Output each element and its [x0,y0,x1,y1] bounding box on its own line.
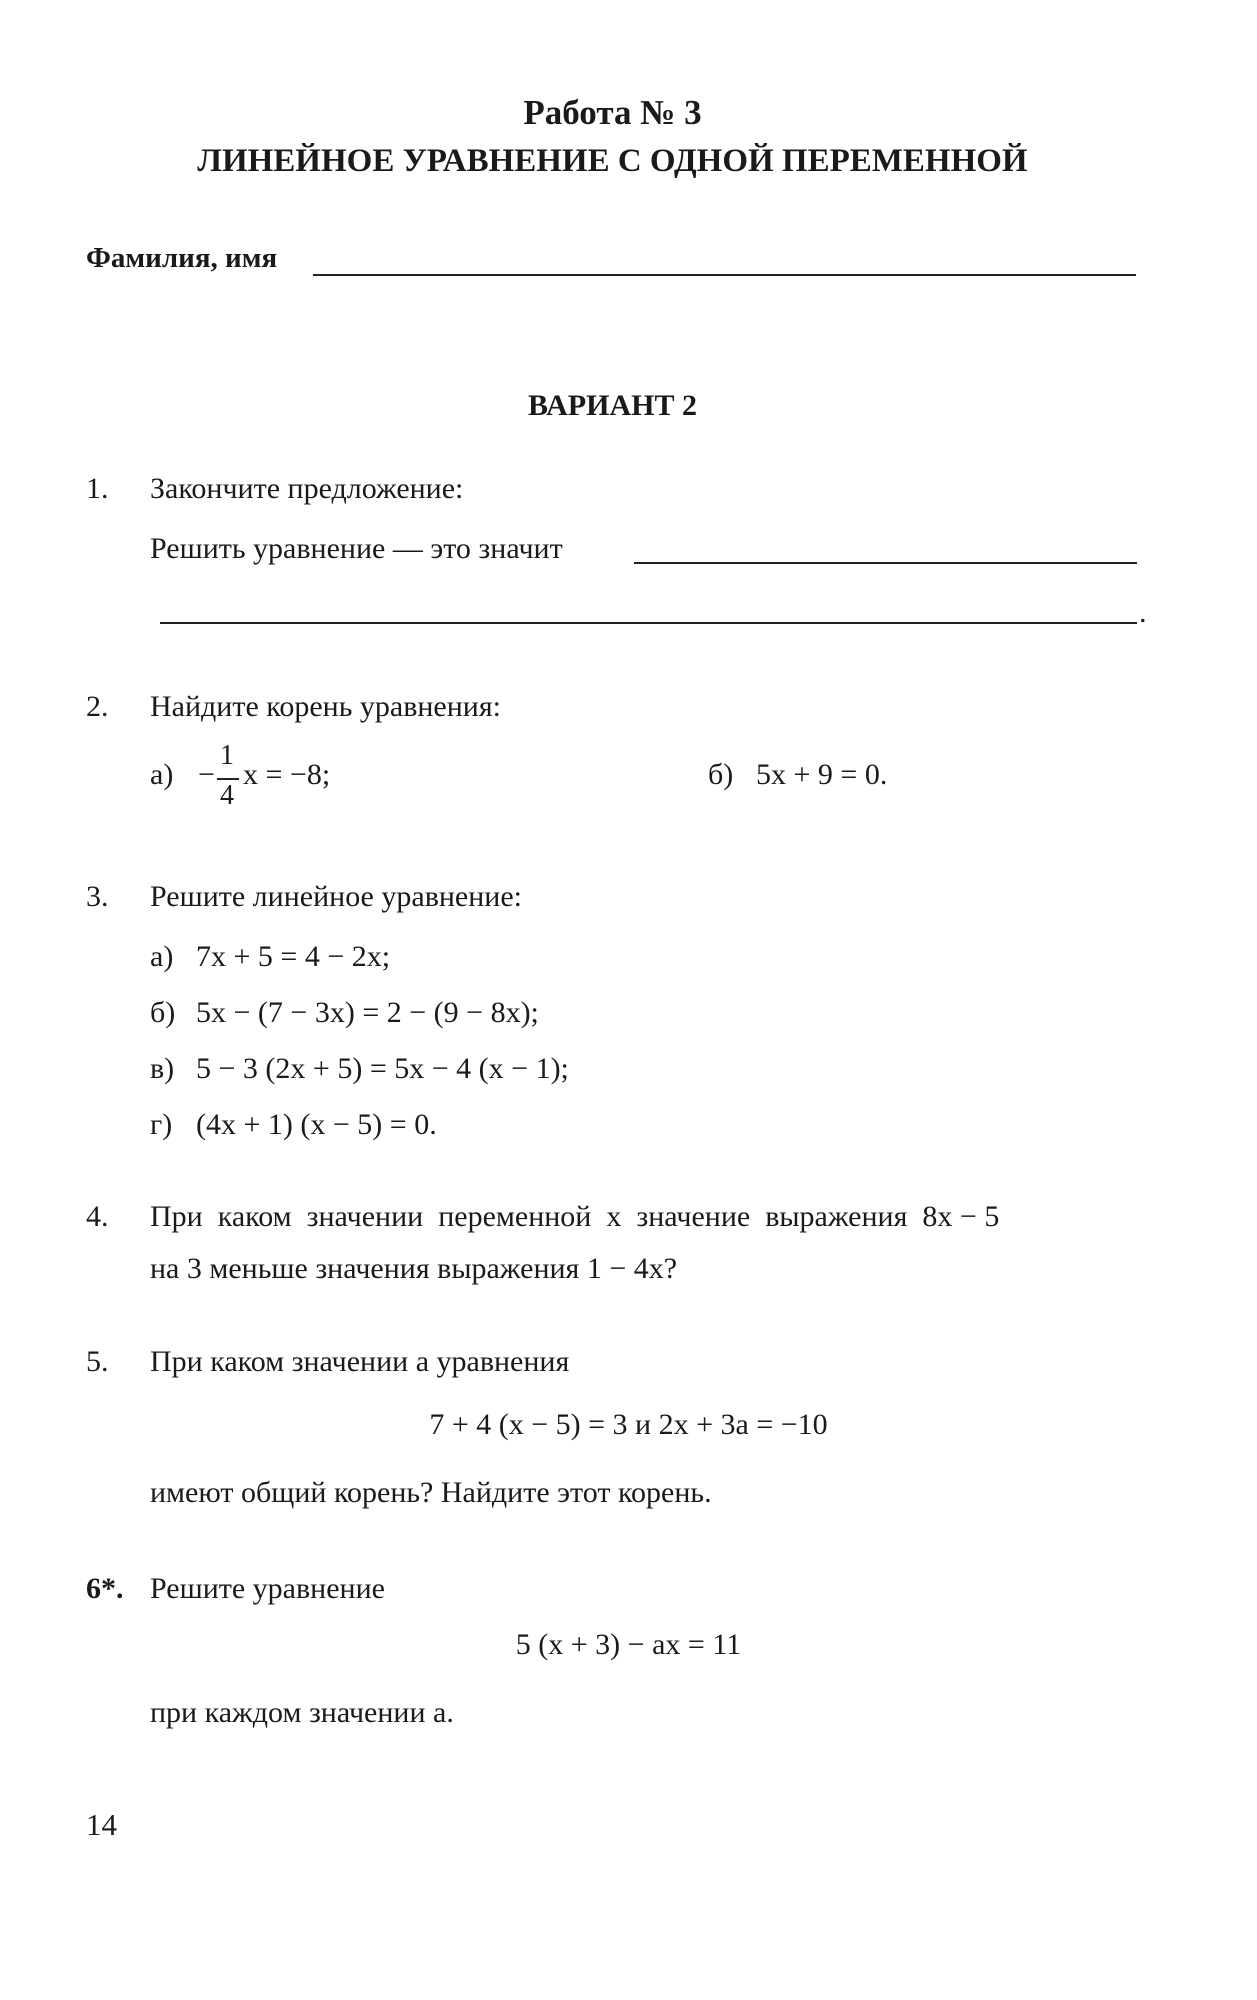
name-answer-line[interactable] [313,274,1136,276]
name-label: Фамилия, имя [86,242,278,274]
task-3b-label: б) [150,996,176,1029]
task-6-equation: 5 (x + 3) − ax = 11 [515,1628,742,1661]
task-4-line-1: При каком значении переменной x значение выражения 8x − 5 [150,1200,1000,1233]
task-2-number: 2. [86,690,109,723]
task-1-answer-line-2[interactable] [160,622,1137,624]
task-3a-label: а) [150,940,174,973]
task-3c-expr: 5 − 3 (2x + 5) = 5x − 4 (x − 1); [196,1052,569,1085]
task-3-text: Решите линейное уравнение: [150,880,522,913]
task-5-question: имеют общий корень? Найдите этот корень. [150,1476,712,1509]
task-3c-label: в) [150,1052,175,1085]
fraction-denominator: 4 [220,780,234,811]
task-6-tail: при каждом значении a. [150,1696,454,1729]
task-1-answer-line-1[interactable] [634,562,1137,564]
task-3a-expr: 7x + 5 = 4 − 2x; [196,940,391,973]
task-2a-expr: x = −8; [243,758,331,791]
task-5-text: При каком значении a уравнения [150,1345,570,1378]
topic-title: ЛИНЕЙНОЕ УРАВНЕНИЕ С ОДНОЙ ПЕРЕМЕННОЙ [197,143,1028,179]
task-1-number: 1. [86,472,109,505]
task-3-number: 3. [86,880,109,913]
task-1-sentence: Решить уравнение — это значит [150,532,563,565]
task-1-period: . [1139,596,1147,629]
task-2b-label: б) [708,758,734,791]
task-3d-expr: (4x + 1) (x − 5) = 0. [196,1108,437,1141]
task-4-number: 4. [86,1200,109,1233]
task-6-text: Решите уравнение [150,1572,385,1605]
work-title: Работа № 3 [523,93,702,132]
task-3d-label: г) [150,1108,173,1141]
page-number: 14 [86,1807,117,1842]
task-2a-label: а) [150,758,174,791]
fraction-numerator: 1 [220,740,234,771]
variant-heading: ВАРИАНТ 2 [528,389,697,422]
task-2b-expr: 5x + 9 = 0. [756,758,888,791]
task-5-equation: 7 + 4 (x − 5) = 3 и 2x + 3a = −10 [429,1408,828,1441]
task-6-number: 6*. [86,1572,124,1605]
task-1-text: Закончите предложение: [150,472,464,505]
task-2a-minus: − [198,758,215,791]
task-5-number: 5. [86,1345,109,1378]
task-2-text: Найдите корень уравнения: [150,690,501,723]
task-4-line-2: на 3 меньше значения выражения 1 − 4x? [150,1252,678,1285]
task-3b-expr: 5x − (7 − 3x) = 2 − (9 − 8x); [196,996,539,1029]
